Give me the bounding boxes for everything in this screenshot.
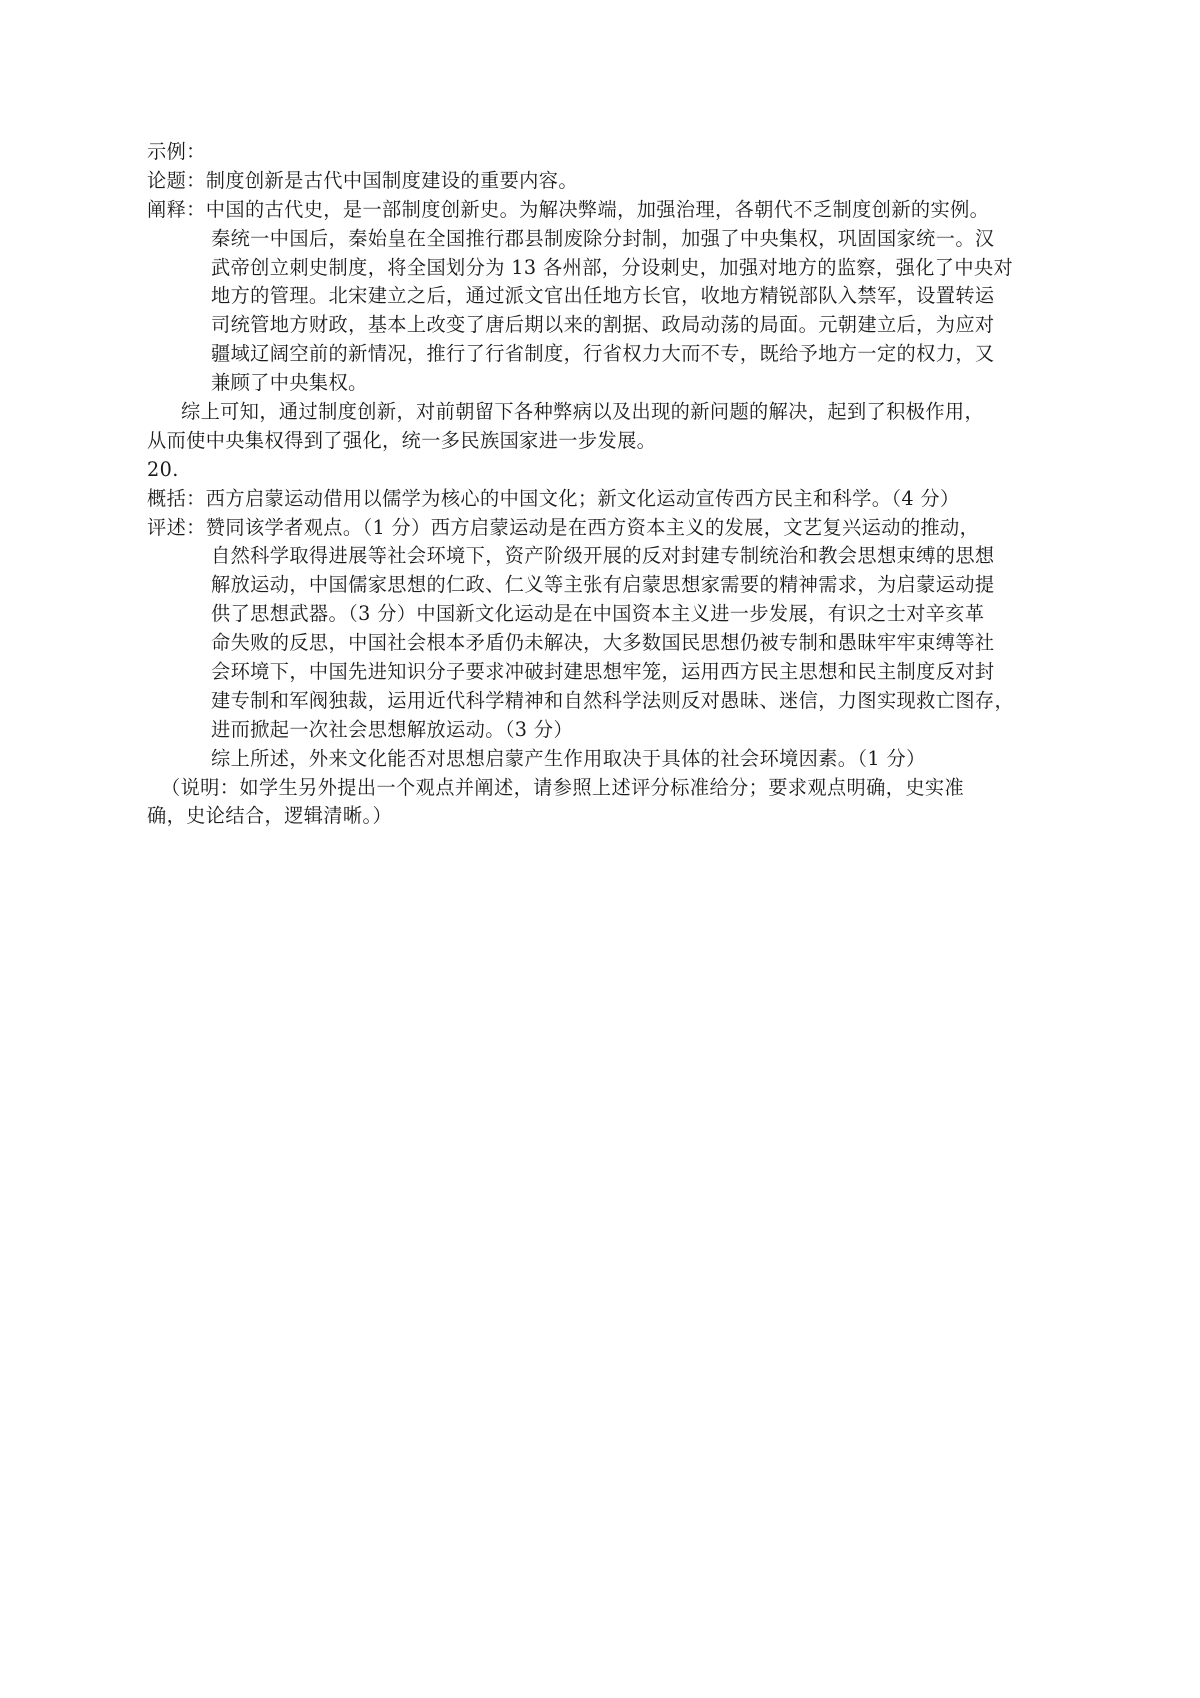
q20-review-line: 会环境下，中国先进知识分子要求冲破封建思想牢笼，运用西方民主思想和民主制度反对封 xyxy=(211,660,995,684)
explain-line: 地方的管理。北宋建立之后，通过派文官出任地方长官，收地方精锐部队入禁军，设置转运 xyxy=(211,284,995,308)
q20-summary-line xyxy=(147,485,1067,514)
explain-line: 武帝创立刺史制度，将全国划分为 13 各州部，分设刺史，加强对地方的监察，强化了中央对 xyxy=(211,255,1014,279)
q20-review-label: 评述： xyxy=(147,515,206,539)
q20-review-line: 进而掀起一次社会思想解放运动。（3 分） xyxy=(211,717,574,741)
q20-review-line: 建专制和军阀独裁，运用近代科学精神和自然科学法则反对愚昧、迷信，力图实现救亡图存， xyxy=(211,688,1015,712)
example-heading: 示例： xyxy=(147,140,206,163)
explain-label: 阐释： xyxy=(147,197,206,221)
example-summary-line: 综上可知，通过制度创新，对前朝留下各种弊病以及出现的新问题的解决，起到了积极作用， xyxy=(181,400,985,424)
q20-note-line: （说明：如学生另外提出一个观点并阐述，请参照上述评分标准给分；要求观点明确，史实准 xyxy=(161,775,965,799)
explain-line: 秦统一中国后，秦始皇在全国推行郡县制废除分封制，加强了中央集权，巩固国家统一。汉 xyxy=(211,226,995,250)
example-summary-line: 从而使中央集权得到了强化，统一多民族国家进一步发展。 xyxy=(147,428,657,452)
q20-summary-text: 西方启蒙运动借用以儒学为核心的中国文化；新文化运动宣传西方民主和科学。（4 分） xyxy=(205,486,960,510)
answer-content xyxy=(147,138,1067,831)
q20-review-line: 解放运动，中国儒家思想的仁政、仁义等主张有启蒙思想家需要的精神需求，为启蒙运动提 xyxy=(211,573,995,597)
q20-note-line: 确，史论结合，逻辑清晰。） xyxy=(147,804,393,828)
q20-review-line: 命失败的反思，中国社会根本矛盾仍未解决，大多数国民思想仍被专制和愚昧牢牢束缚等社 xyxy=(211,631,995,655)
explain-line: 兼顾了中央集权。 xyxy=(211,371,368,395)
q20-summary-label: 概括： xyxy=(147,486,206,510)
q20-review-line-first xyxy=(147,514,1067,543)
thesis-line xyxy=(147,167,1067,196)
question-number: 20. xyxy=(147,457,179,481)
q20-review-text: 赞同该学者观点。（1 分）西方启蒙运动是在西方资本主义的发展，文艺复兴运动的推动， xyxy=(205,515,980,539)
explain-line: 疆域辽阔空前的新情况，推行了行省制度，行省权力大而不专，既给予地方一定的权力，又 xyxy=(211,342,995,366)
thesis-text: 制度创新是古代中国制度建设的重要内容。 xyxy=(205,168,578,192)
q20-review-line: 自然科学取得进展等社会环境下，资产阶级开展的反对封建专制统治和教会思想束缚的思想 xyxy=(211,544,995,568)
q20-review-line: 供了思想武器。（3 分）中国新文化运动是在中国资本主义进一步发展，有识之士对辛亥革 xyxy=(211,602,985,626)
q20-conclusion: 综上所述，外来文化能否对思想启蒙产生作用取决于具体的社会环境因素。（1 分） xyxy=(211,746,926,770)
explain-line: 司统管地方财政，基本上改变了唐后期以来的割据、政局动荡的局面。元朝建立后，为应对 xyxy=(211,313,995,337)
explain-text: 中国的古代史，是一部制度创新史。为解决弊端，加强治理，各朝代不乏制度创新的实例。 xyxy=(205,197,990,221)
explain-line-first xyxy=(147,196,1067,225)
thesis-label: 论题： xyxy=(147,168,206,192)
